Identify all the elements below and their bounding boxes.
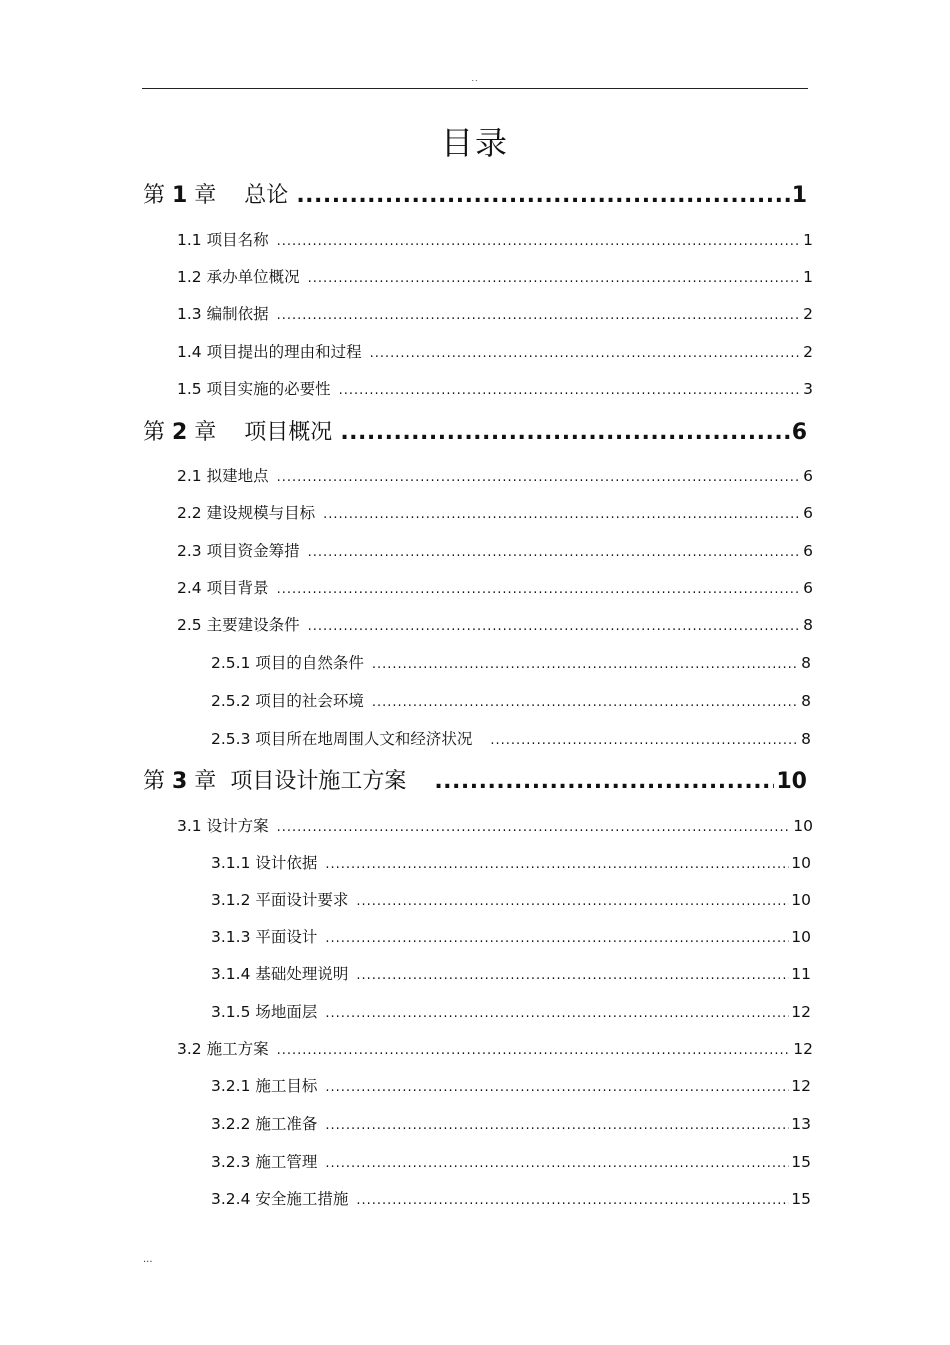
toc-entry-label: 3.1.1 设计依据 <box>211 854 318 872</box>
toc-leader-dots <box>277 1043 792 1058</box>
footer-mark: ... <box>143 1254 153 1265</box>
toc-leader-dots <box>277 470 802 485</box>
toc-entry-3-2-2[interactable] <box>211 1112 811 1134</box>
toc-page-number: 8 <box>801 692 811 710</box>
toc-leader-dots <box>325 1080 789 1095</box>
toc-page-number: 15 <box>791 1153 811 1171</box>
toc-page-number: 1 <box>803 268 813 286</box>
toc-page-number: 2 <box>803 343 813 361</box>
toc-leader-dots <box>308 619 802 634</box>
toc-leader-dots <box>325 1156 789 1171</box>
toc-entry-label: 1.4 项目提出的理由和过程 <box>177 343 362 361</box>
toc-page-number: 1 <box>803 231 813 249</box>
toc-entry-label: 3.1.4 基础处理说明 <box>211 965 349 983</box>
toc-entry-label: 1.5 项目实施的必要性 <box>177 380 331 398</box>
toc-leader-dots <box>325 1006 789 1021</box>
toc-entry-2-5[interactable] <box>177 613 813 635</box>
toc-page-number: 10 <box>791 854 811 872</box>
toc-leader-dots <box>356 968 789 983</box>
toc-leader-dots <box>339 383 802 398</box>
toc-page-number: 10 <box>791 891 811 909</box>
toc-leader-dots <box>323 507 801 522</box>
toc-entry-2-2[interactable] <box>177 501 813 523</box>
toc-leader-dots <box>308 545 802 560</box>
toc-entry-label: 2.4 项目背景 <box>177 579 269 597</box>
toc-entry-3-2-4[interactable] <box>211 1187 811 1209</box>
toc-entry-3-1-3[interactable] <box>211 925 811 947</box>
toc-entry-label: 3.1.3 平面设计 <box>211 928 318 946</box>
toc-entry-label: 1.3 编制依据 <box>177 305 269 323</box>
toc-entry-label: 3.1.2 平面设计要求 <box>211 891 349 909</box>
toc-entry-3-1-5[interactable] <box>211 1000 811 1022</box>
toc-chapter-3[interactable] <box>143 764 807 795</box>
toc-entry-label: 3.1 设计方案 <box>177 817 269 835</box>
toc-page-number: 12 <box>791 1077 811 1095</box>
toc-leader-dots <box>340 420 789 445</box>
toc-leader-dots <box>372 695 799 710</box>
toc-leader-dots <box>370 346 802 361</box>
toc-page-number: 10 <box>791 928 811 946</box>
toc-entry-1-5[interactable] <box>177 377 813 399</box>
toc-page-number: 8 <box>801 730 811 748</box>
toc-leader-dots <box>372 657 799 672</box>
toc-entry-3-1[interactable] <box>177 814 813 836</box>
toc-entry-2-5-3[interactable] <box>211 727 811 749</box>
toc-entry-2-1[interactable] <box>177 464 813 486</box>
toc-chapter-1[interactable] <box>143 178 807 209</box>
toc-leader-dots <box>277 234 802 249</box>
toc-entry-2-3[interactable] <box>177 539 813 561</box>
toc-page-number: 6 <box>803 504 813 522</box>
toc-entry-label: 2.5.1 项目的自然条件 <box>211 654 364 672</box>
toc-leader-dots <box>277 308 802 323</box>
toc-entry-label: 3.2.3 施工管理 <box>211 1153 318 1171</box>
toc-entry-3-2-3[interactable] <box>211 1150 811 1172</box>
toc-leader-dots <box>308 271 802 286</box>
toc-leader-dots <box>325 931 789 946</box>
toc-page-number: 6 <box>791 420 807 445</box>
toc-entry-label: 2.3 项目资金筹措 <box>177 542 300 560</box>
toc-entry-2-5-2[interactable] <box>211 689 811 711</box>
toc-page-number: 3 <box>803 380 813 398</box>
toc-page-number: 13 <box>791 1115 811 1133</box>
toc-entry-label: 1.2 承办单位概况 <box>177 268 300 286</box>
toc-entry-label: 3.2.1 施工目标 <box>211 1077 318 1095</box>
toc-entry-label: 3.2.2 施工准备 <box>211 1115 318 1133</box>
header-mark: .. <box>471 74 479 83</box>
toc-entry-2-4[interactable] <box>177 576 813 598</box>
toc-entry-3-1-1[interactable] <box>211 851 811 873</box>
toc-entry-label: 3.1.5 场地面层 <box>211 1003 318 1021</box>
toc-page-number: 12 <box>793 1040 813 1058</box>
toc-entry-1-3[interactable] <box>177 302 813 324</box>
toc-page-number: 15 <box>791 1190 811 1208</box>
toc-entry-label: 2.5 主要建设条件 <box>177 616 300 634</box>
toc-entry-label: 第 2 章 项目概况 <box>143 420 333 445</box>
toc-leader-dots <box>277 582 802 597</box>
toc-leader-dots <box>325 1118 789 1133</box>
toc-page-number: 6 <box>803 467 813 485</box>
toc-page-number: 10 <box>776 769 807 794</box>
toc-entry-1-2[interactable] <box>177 265 813 287</box>
toc-entry-3-1-2[interactable] <box>211 888 811 910</box>
toc-page-number: 11 <box>791 965 811 983</box>
toc-leader-dots <box>356 1193 789 1208</box>
toc-entry-label: 2.2 建设规模与目标 <box>177 504 316 522</box>
toc-leader-dots <box>296 183 789 208</box>
toc-page-number: 8 <box>803 616 813 634</box>
toc-entry-label: 2.5.2 项目的社会环境 <box>211 692 364 710</box>
toc-page-number: 6 <box>803 542 813 560</box>
toc-entry-label: 3.2 施工方案 <box>177 1040 269 1058</box>
toc-title: 目录 <box>440 124 509 162</box>
toc-entry-label: 第 3 章 项目设计施工方案 <box>143 769 407 794</box>
toc-entry-label: 1.1 项目名称 <box>177 231 269 249</box>
toc-entry-label: 2.1 拟建地点 <box>177 467 269 485</box>
toc-entry-3-2-1[interactable] <box>211 1074 811 1096</box>
toc-page-number: 6 <box>803 579 813 597</box>
toc-entry-1-1[interactable] <box>177 228 813 250</box>
toc-leader-dots <box>434 769 774 794</box>
toc-page-number: 12 <box>791 1003 811 1021</box>
toc-page-number: 2 <box>803 305 813 323</box>
toc-leader-dots <box>277 820 792 835</box>
toc-leader-dots <box>356 894 789 909</box>
toc-entry-label: 3.2.4 安全施工措施 <box>211 1190 349 1208</box>
toc-chapter-2[interactable] <box>143 415 807 446</box>
toc-page-number: 8 <box>801 654 811 672</box>
toc-page-number: 1 <box>791 183 807 208</box>
toc-leader-dots <box>490 733 799 748</box>
toc-page-number: 10 <box>793 817 813 835</box>
toc-entry-3-1-4[interactable] <box>211 962 811 984</box>
toc-entry-3-2[interactable] <box>177 1037 813 1059</box>
toc-entry-2-5-1[interactable] <box>211 651 811 673</box>
toc-entry-1-4[interactable] <box>177 340 813 362</box>
toc-entry-label: 第 1 章 总论 <box>143 183 289 208</box>
header-rule <box>142 88 808 89</box>
toc-entry-label: 2.5.3 项目所在地周围人文和经济状况 <box>211 730 473 748</box>
toc-leader-dots <box>325 857 789 872</box>
